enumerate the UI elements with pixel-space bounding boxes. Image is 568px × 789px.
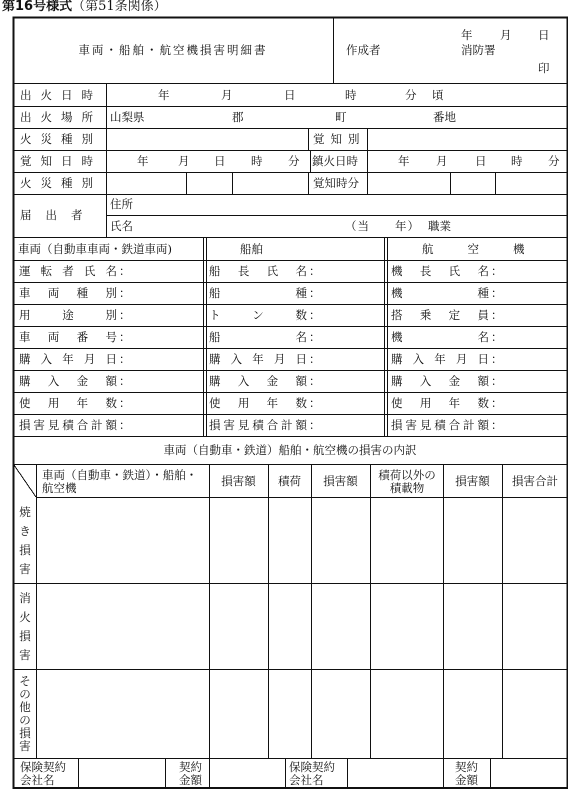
aircraft-field-label	[391, 309, 489, 321]
label-char: 名	[477, 264, 489, 278]
fire-type-field-2a[interactable]	[107, 173, 186, 194]
date-day-label: 日	[538, 28, 550, 42]
label-char: 機	[391, 286, 403, 300]
label-char: 船	[209, 286, 221, 300]
breakdown-col-other-cargo: 積荷以外の積載物	[378, 468, 436, 495]
fire-hour: 時	[345, 88, 357, 102]
aircraft-field-colon: ：	[491, 264, 503, 278]
vehicle-field-input[interactable]	[131, 371, 201, 391]
ship-field-input[interactable]	[321, 393, 391, 413]
vehicle-field-input[interactable]	[131, 305, 201, 325]
breakdown-col-item: 車両（自動車・鉄道）・船舶・航空機	[42, 468, 198, 495]
label-char: 金	[266, 374, 279, 388]
detect-month: 月	[178, 154, 190, 168]
label-char: 種	[295, 286, 307, 300]
aircraft-field-input[interactable]	[503, 261, 568, 281]
label-char: 金	[76, 374, 89, 388]
vehicle-field-input[interactable]	[131, 283, 201, 303]
ship-field-label	[209, 397, 307, 409]
label-char: 入	[40, 352, 53, 366]
vehicle-field-input[interactable]	[131, 393, 201, 413]
label-char: 購	[19, 374, 31, 388]
label-char: 号	[105, 330, 117, 344]
detect-day: 日	[214, 154, 226, 168]
fire-day: 日	[284, 88, 296, 102]
banchi-label: 番地	[433, 110, 456, 124]
label-char: 別	[105, 286, 117, 300]
breakdown-col-cargo: 積荷	[278, 474, 301, 488]
label-char: 番	[76, 330, 89, 344]
fire-time-field[interactable]	[107, 84, 567, 106]
label-char: 機	[391, 264, 403, 278]
ship-field-label	[209, 309, 307, 321]
form-number: 第16号様式	[2, 0, 73, 14]
document-title: 車両・船舶・航空機損害明細書	[78, 43, 268, 57]
vehicle-field-label	[19, 331, 117, 343]
label-char: 積	[252, 418, 264, 432]
address-label: 住所	[110, 197, 133, 211]
aircraft-field-input[interactable]	[503, 327, 568, 347]
aircraft-field-label	[391, 375, 489, 387]
label-char: 搭	[391, 308, 403, 322]
fire-type-field-2c[interactable]	[233, 173, 308, 194]
label-char: ン	[252, 308, 264, 322]
aircraft-field-colon: ：	[491, 286, 503, 300]
label-char: 数	[295, 396, 307, 410]
detect-hour: 時	[251, 154, 263, 168]
label-char: 名	[105, 264, 117, 278]
label-char: 用	[237, 396, 250, 410]
label-char: 船	[209, 264, 221, 278]
label-char: 害	[405, 418, 417, 432]
label-char: 両	[47, 286, 60, 300]
label-char: 数	[477, 396, 489, 410]
ship-field-input[interactable]	[321, 283, 391, 303]
label-char: 長	[419, 264, 432, 278]
vehicle-field-input[interactable]	[131, 327, 201, 347]
vehicle-field-label	[19, 265, 117, 277]
vehicle-field-colon: ：	[119, 308, 131, 322]
vehicle-field-colon: ：	[119, 286, 131, 300]
label-char: 見	[47, 418, 60, 432]
ship-field-label	[209, 331, 307, 343]
vehicle-field-colon: ：	[119, 330, 131, 344]
breakdown-col-damage-3: 損害額	[455, 474, 490, 488]
seal-label: 印	[538, 61, 550, 75]
label-char: 使	[391, 396, 403, 410]
vehicle-heading: 車両（自動車車両・鉄道車両)	[18, 242, 172, 256]
form-article: （第51条関係）	[72, 0, 167, 14]
age-label: （当 年）	[345, 219, 420, 233]
label-char: 損	[209, 418, 221, 432]
ship-field-input[interactable]	[321, 415, 391, 435]
town-label: 町	[335, 110, 347, 124]
label-char: 日	[477, 352, 489, 366]
label-char: 入	[419, 374, 432, 388]
ext-year: 年	[398, 154, 410, 168]
vehicle-field-label	[19, 419, 117, 431]
label-char: 長	[237, 264, 250, 278]
fire-approx: 頃	[432, 88, 444, 102]
ship-field-label	[209, 375, 307, 387]
insurer-label-2: 保険契約会社名	[289, 760, 335, 787]
vehicle-field-colon: ：	[119, 352, 131, 366]
label-char: 年	[76, 396, 89, 410]
label-char: 者	[62, 264, 74, 278]
detect-time-label: 覚知日時	[20, 154, 102, 168]
ext-month: 月	[436, 154, 448, 168]
ext-day: 日	[475, 154, 487, 168]
label-char: ト	[209, 308, 221, 322]
label-char: 額	[295, 374, 307, 388]
fire-minute: 分	[405, 88, 417, 102]
vehicle-field-colon: ：	[119, 374, 131, 388]
fire-type-label-1: 火災種別	[20, 132, 102, 146]
ship-field-label	[209, 287, 307, 299]
insurer-field-2[interactable]	[348, 759, 443, 788]
label-char: 途	[62, 308, 74, 322]
fire-place-label: 出火場所	[20, 110, 102, 124]
label-char: 合	[76, 418, 89, 432]
amount-field-1[interactable]	[210, 759, 285, 788]
label-char: 名	[477, 330, 489, 344]
label-char: 氏	[83, 264, 96, 278]
label-char: 計	[463, 418, 475, 432]
label-char: 数	[295, 308, 307, 322]
ship-field-colon: ：	[309, 286, 321, 300]
breakdown-title: 車両（自動車・鉄道）船舶・航空機の損害の内訳	[163, 443, 417, 457]
aircraft-field-colon: ：	[491, 308, 503, 322]
ship-field-colon: ：	[309, 330, 321, 344]
insurer-label-1: 保険契約会社名	[20, 760, 66, 787]
label-char: 額	[295, 418, 307, 432]
label-char: 定	[448, 308, 461, 322]
ship-field-label	[209, 353, 307, 365]
name-label: 氏名	[110, 219, 133, 233]
job-label: 職業	[428, 219, 451, 233]
detect-minute-label: 覚知時分	[313, 176, 359, 190]
label-char: 使	[209, 396, 221, 410]
vehicle-field-label	[19, 397, 117, 409]
aircraft-field-input[interactable]	[503, 415, 568, 435]
ship-field-input[interactable]	[321, 261, 391, 281]
breakdown-col-total: 損害合計	[512, 474, 558, 488]
label-char: 別	[105, 308, 117, 322]
creator-field[interactable]	[346, 58, 456, 80]
row-burn-damage: 焼き損害	[19, 505, 31, 576]
aircraft-field-input[interactable]	[503, 283, 568, 303]
aircraft-heading: 航空機	[422, 242, 559, 256]
label-char: 年	[434, 352, 446, 366]
aircraft-field-label	[391, 265, 489, 277]
label-char: 額	[477, 418, 489, 432]
ship-field-input[interactable]	[321, 349, 391, 369]
ship-field-input[interactable]	[321, 327, 391, 347]
ship-field-colon: ：	[309, 396, 321, 410]
aircraft-field-colon: ：	[491, 374, 503, 388]
insurer-field-1[interactable]	[79, 759, 165, 788]
label-char: 氏	[266, 264, 279, 278]
label-char: 月	[83, 352, 96, 366]
vehicle-field-input[interactable]	[131, 415, 201, 435]
fire-type-field-2b[interactable]	[187, 173, 232, 194]
label-char: 氏	[448, 264, 461, 278]
label-char: 見	[237, 418, 250, 432]
amount-field-2[interactable]	[491, 759, 567, 788]
label-char: 損	[19, 418, 31, 432]
detect-minute: 分	[288, 154, 300, 168]
label-char: 月	[273, 352, 286, 366]
label-char: 用	[19, 308, 31, 322]
label-char: 購	[391, 352, 403, 366]
name-field[interactable]	[140, 216, 340, 237]
aircraft-field-input[interactable]	[503, 393, 568, 413]
label-char: 害	[33, 418, 45, 432]
row-extinguish-damage: 消火損害	[19, 591, 31, 662]
label-char: 年	[252, 352, 264, 366]
label-char: 額	[105, 418, 117, 432]
extinguish-time-label: 鎮火日時	[312, 154, 358, 168]
fire-place-field[interactable]	[160, 107, 560, 128]
vehicle-field-label	[19, 353, 117, 365]
vehicle-field-colon: ：	[119, 396, 131, 410]
breakdown-col-damage-1: 損害額	[221, 474, 256, 488]
ship-field-label	[209, 265, 307, 277]
ship-field-colon: ：	[309, 374, 321, 388]
fire-year: 年	[158, 88, 170, 102]
label-char: 使	[19, 396, 31, 410]
label-char: 害	[223, 418, 235, 432]
detect-method-field[interactable]	[368, 129, 567, 150]
label-char: 種	[76, 286, 89, 300]
label-char: 積	[62, 418, 74, 432]
aircraft-field-label	[391, 397, 489, 409]
label-char: 入	[237, 374, 250, 388]
label-char: 員	[477, 308, 489, 322]
ext-minute: 分	[548, 154, 560, 168]
label-char: 見	[419, 418, 432, 432]
label-char: 用	[47, 396, 60, 410]
vehicle-field-label	[19, 309, 117, 321]
ship-field-input[interactable]	[321, 305, 391, 325]
ship-field-colon: ：	[309, 264, 321, 278]
ship-field-input[interactable]	[321, 371, 391, 391]
label-char: 購	[391, 374, 403, 388]
label-char: 額	[477, 374, 489, 388]
amount-label-2: 契約金額	[455, 760, 478, 787]
label-char: 計	[91, 418, 103, 432]
aircraft-field-label	[391, 331, 489, 343]
label-char: 合	[266, 418, 279, 432]
fire-type-field-1[interactable]	[107, 129, 307, 150]
label-char: 両	[47, 330, 60, 344]
label-char: 積	[434, 418, 446, 432]
label-char: 用	[419, 396, 432, 410]
row-other-damage: その他の損害	[19, 674, 31, 753]
ext-hour: 時	[511, 154, 523, 168]
label-char: 名	[295, 264, 307, 278]
label-char: 入	[230, 352, 243, 366]
label-char: 年	[62, 352, 74, 366]
aircraft-field-label	[391, 287, 489, 299]
date-month-label: 月	[500, 28, 512, 42]
aircraft-field-colon: ：	[491, 330, 503, 344]
label-char: 入	[412, 352, 425, 366]
label-char: 船	[209, 330, 221, 344]
date-year-label: 年	[461, 28, 473, 42]
vehicle-field-input[interactable]	[131, 261, 201, 281]
label-char: 転	[40, 264, 53, 278]
label-char: 購	[209, 352, 221, 366]
creator-label: 作成者	[346, 43, 381, 57]
label-char: 日	[295, 352, 307, 366]
ship-field-colon: ：	[309, 418, 321, 432]
label-char: 機	[391, 330, 403, 344]
detect-method-label: 覚知別	[313, 132, 366, 146]
label-char: 年	[448, 396, 461, 410]
aircraft-field-colon: ：	[491, 352, 503, 366]
label-char: 日	[105, 352, 117, 366]
fire-month: 月	[221, 88, 233, 102]
label-char: 月	[455, 352, 468, 366]
vehicle-field-colon: ：	[119, 418, 131, 432]
label-char: 車	[19, 330, 31, 344]
label-char: 数	[105, 396, 117, 410]
label-char: 計	[281, 418, 293, 432]
label-char: 購	[209, 374, 221, 388]
label-char: 運	[19, 264, 31, 278]
label-char: 名	[295, 330, 307, 344]
amount-label-1: 契約金額	[179, 760, 202, 787]
gun-label: 郡	[232, 110, 244, 124]
label-char: 乗	[419, 308, 432, 322]
label-char: 額	[105, 374, 117, 388]
label-char: 車	[19, 286, 31, 300]
vehicle-field-label	[19, 375, 117, 387]
aircraft-field-colon: ：	[491, 418, 503, 432]
vehicle-field-label	[19, 287, 117, 299]
label-char: 金	[448, 374, 461, 388]
aircraft-field-colon: ：	[491, 396, 503, 410]
vehicle-field-input[interactable]	[131, 349, 201, 369]
fire-type-label-2: 火災種別	[20, 176, 102, 190]
ship-field-colon: ：	[309, 352, 321, 366]
station-label: 消防署	[461, 43, 496, 57]
ship-field-label	[209, 419, 307, 431]
prefecture: 山梨県	[110, 110, 145, 124]
fire-time-label: 出火日時	[20, 88, 102, 102]
vehicle-field-colon: ：	[119, 264, 131, 278]
aircraft-field-label	[391, 353, 489, 365]
aircraft-field-label	[391, 419, 489, 431]
label-char: 年	[266, 396, 279, 410]
reporter-label: 届出者	[20, 208, 97, 222]
label-char: 種	[477, 286, 489, 300]
aircraft-field-input[interactable]	[503, 305, 568, 325]
address-field[interactable]	[140, 195, 567, 215]
label-char: 入	[47, 374, 60, 388]
aircraft-field-input[interactable]	[503, 371, 568, 391]
label-char: 購	[19, 352, 31, 366]
aircraft-field-input[interactable]	[503, 349, 568, 369]
breakdown-col-damage-2: 損害額	[323, 474, 358, 488]
label-char: 損	[391, 418, 403, 432]
label-char: 合	[448, 418, 461, 432]
detect-year: 年	[137, 154, 149, 168]
ship-field-colon: ：	[309, 308, 321, 322]
ship-heading-1: 船舶	[240, 242, 263, 256]
